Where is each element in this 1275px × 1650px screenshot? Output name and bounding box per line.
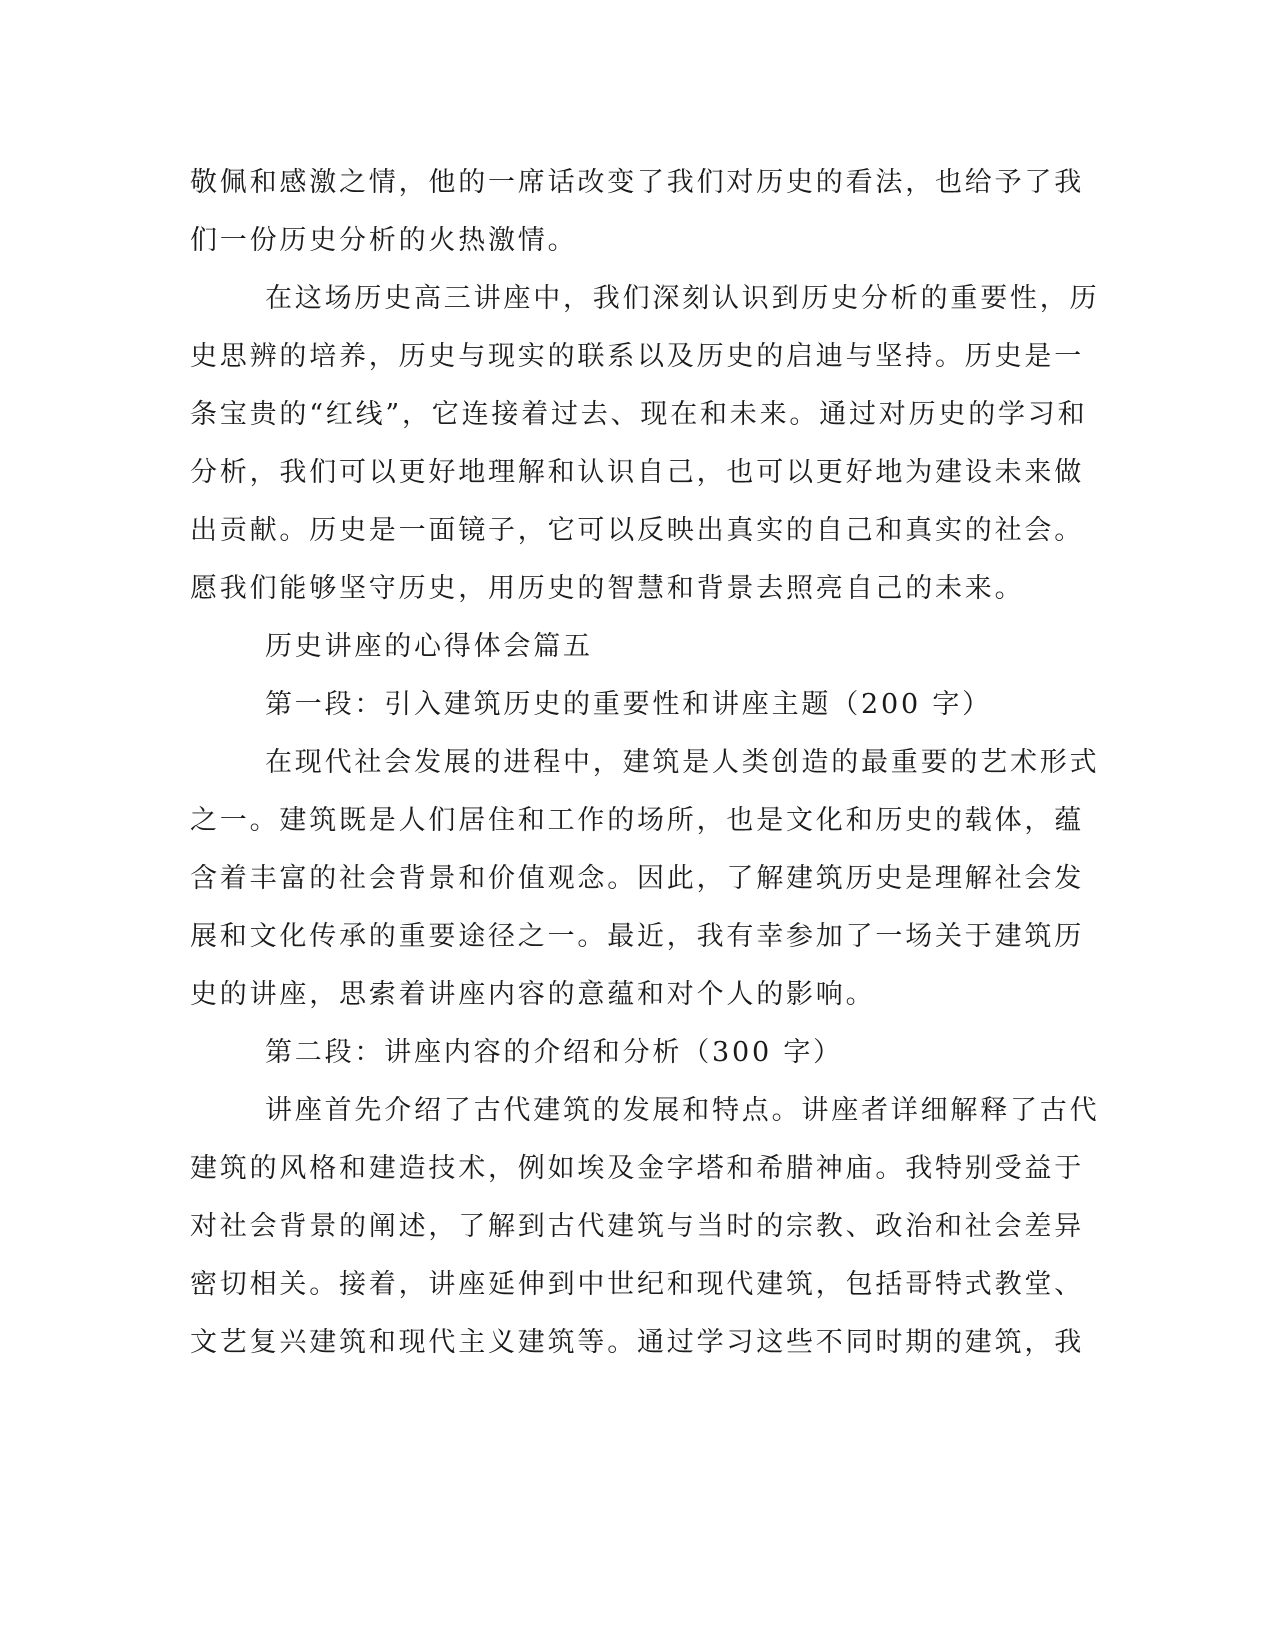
paragraph-line: 建筑的风格和建造技术，例如埃及金字塔和希腊神庙。我特别受益于 (190, 1153, 1084, 1184)
section-heading: 历史讲座的心得体会篇五 (265, 631, 593, 662)
paragraph-line: 史的讲座，思索着讲座内容的意蕴和对个人的影响。 (190, 979, 876, 1010)
paragraph-line: 含着丰富的社会背景和价值观念。因此，了解建筑历史是理解社会发 (190, 863, 1084, 894)
paragraph-line: 条宝贵的“红线”，它连接着过去、现在和未来。通过对历史的学习和 (190, 399, 1088, 430)
paragraph-line: 密切相关。接着，讲座延伸到中世纪和现代建筑，包括哥特式教堂、 (190, 1269, 1084, 1300)
paragraph-line: 史思辨的培养，历史与现实的联系以及历史的启迪与坚持。历史是一 (190, 341, 1084, 372)
paragraph-line: 对社会背景的阐述，了解到古代建筑与当时的宗教、政治和社会差异 (190, 1211, 1084, 1242)
subsection-heading: 第一段：引入建筑历史的重要性和讲座主题（200 字） (265, 689, 992, 720)
subsection-heading: 第二段：讲座内容的介绍和分析（300 字） (265, 1037, 843, 1068)
paragraph-line: 出贡献。历史是一面镜子，它可以反映出真实的自己和真实的社会。 (190, 515, 1084, 546)
paragraph-line: 分析，我们可以更好地理解和认识自己，也可以更好地为建设未来做 (190, 457, 1084, 488)
paragraph-line: 在这场历史高三讲座中，我们深刻认识到历史分析的重要性，历 (265, 283, 1100, 314)
paragraph-line: 展和文化传承的重要途径之一。最近，我有幸参加了一场关于建筑历 (190, 921, 1084, 952)
paragraph-line: 讲座首先介绍了古代建筑的发展和特点。讲座者详细解释了古代 (265, 1095, 1100, 1126)
paragraph-line: 之一。建筑既是人们居住和工作的场所，也是文化和历史的载体，蕴 (190, 805, 1084, 836)
paragraph-line: 们一份历史分析的火热激情。 (190, 225, 578, 256)
paragraph-line: 敬佩和感激之情，他的一席话改变了我们对历史的看法，也给予了我 (190, 167, 1084, 198)
paragraph-line: 愿我们能够坚守历史，用历史的智慧和背景去照亮自己的未来。 (190, 573, 1025, 604)
paragraph-line: 在现代社会发展的进程中，建筑是人类创造的最重要的艺术形式 (265, 747, 1100, 778)
paragraph-line: 文艺复兴建筑和现代主义建筑等。通过学习这些不同时期的建筑，我 (190, 1327, 1084, 1358)
